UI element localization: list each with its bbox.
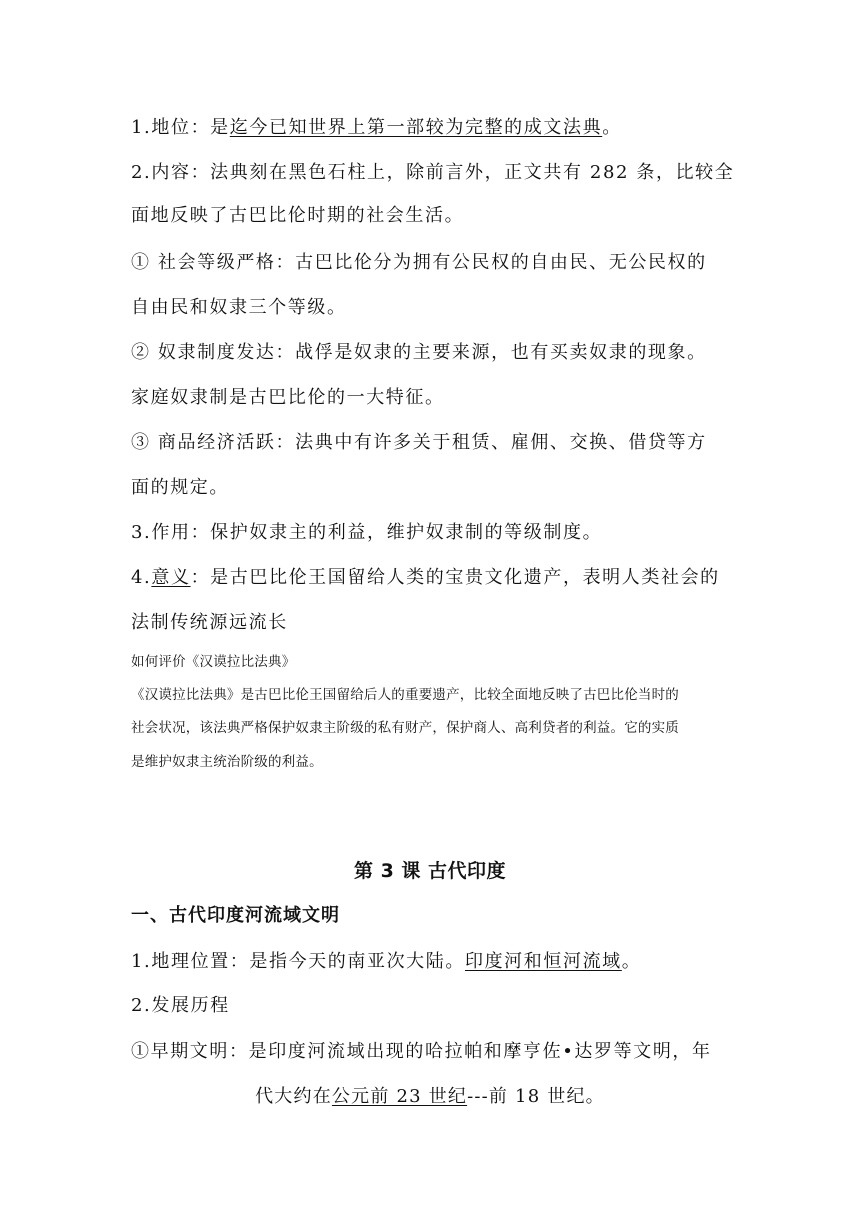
point2-line-1: ② 奴隶制度发达：战俘是奴隶的主要来源，也有买卖奴隶的现象。: [131, 342, 707, 363]
early-line2-end: ---前 18 世纪。: [467, 1086, 605, 1107]
status-label: 1.地位：是: [131, 117, 230, 138]
point3-line-1: ③ 商品经济活跃：法典中有许多关于租赁、雇佣、交换、借贷等方: [131, 432, 707, 453]
significance-line-2: 法制传统源远流长: [131, 612, 288, 633]
early-line2-underlined: 公元前 23 世纪: [331, 1086, 468, 1107]
content-line-2: 面地反映了古巴比伦时期的社会生活。: [131, 205, 465, 226]
point3-line-2: 面的规定。: [131, 477, 229, 498]
status-paragraph: [131, 116, 731, 140]
early-civ-line-1: ①早期文明：是印度河流域出现的哈拉帕和摩亨佐•达罗等文明，年: [131, 1041, 712, 1062]
development-heading: 2.发展历程: [131, 995, 230, 1016]
section-heading: 一、古代印度河流域文明: [131, 905, 340, 926]
early-civ-line-2: [0, 1085, 860, 1109]
evaluation-answer-line-2: 社会状况，该法典严格保护奴隶主阶级的私有财产，保护商人、高利贷者的利益。它的实质: [131, 720, 679, 736]
geo-line: [131, 950, 731, 974]
early-line2-start: 代大约在: [255, 1086, 332, 1107]
geo-end: 。: [621, 951, 642, 972]
lesson-title: 第 3 课 古代印度: [353, 860, 507, 882]
point1-line-2: 自由民和奴隶三个等级。: [131, 297, 347, 318]
significance-line-1: [131, 566, 731, 590]
evaluation-question: 如何评价《汉谟拉比法典》: [131, 654, 296, 670]
evaluation-answer-line-3: 是维护奴隶主统治阶级的利益。: [131, 754, 323, 770]
geo-label: 1.地理位置：是指今天的南亚次大陆。: [131, 951, 465, 972]
significance-label: 意义: [151, 567, 191, 588]
content-line-1: 2.内容：法典刻在黑色石柱上，除前言外，正文共有 282 条，比较全: [131, 162, 735, 183]
point1-line-1: ① 社会等级严格：古巴比伦分为拥有公民权的自由民、无公民权的: [131, 252, 707, 273]
evaluation-answer-line-1: 《汉谟拉比法典》是古巴比伦王国留给后人的重要遗产，比较全面地反映了古巴比伦当时的: [131, 687, 679, 703]
status-end: 。: [602, 117, 622, 138]
geo-underlined: 印度河和恒河流域: [464, 951, 622, 972]
significance-number: 4.: [131, 567, 152, 588]
significance-rest: ：是古巴比伦王国留给人类的宝贵文化遗产，表明人类社会的: [190, 567, 720, 588]
status-underlined: 迄今已知世界上第一部较为完整的成文法典: [229, 117, 603, 138]
point2-line-2: 家庭奴隶制是古巴比伦的一大特征。: [131, 387, 445, 408]
role-line: 3.作用：保护奴隶主的利益，维护奴隶制的等级制度。: [131, 522, 603, 543]
